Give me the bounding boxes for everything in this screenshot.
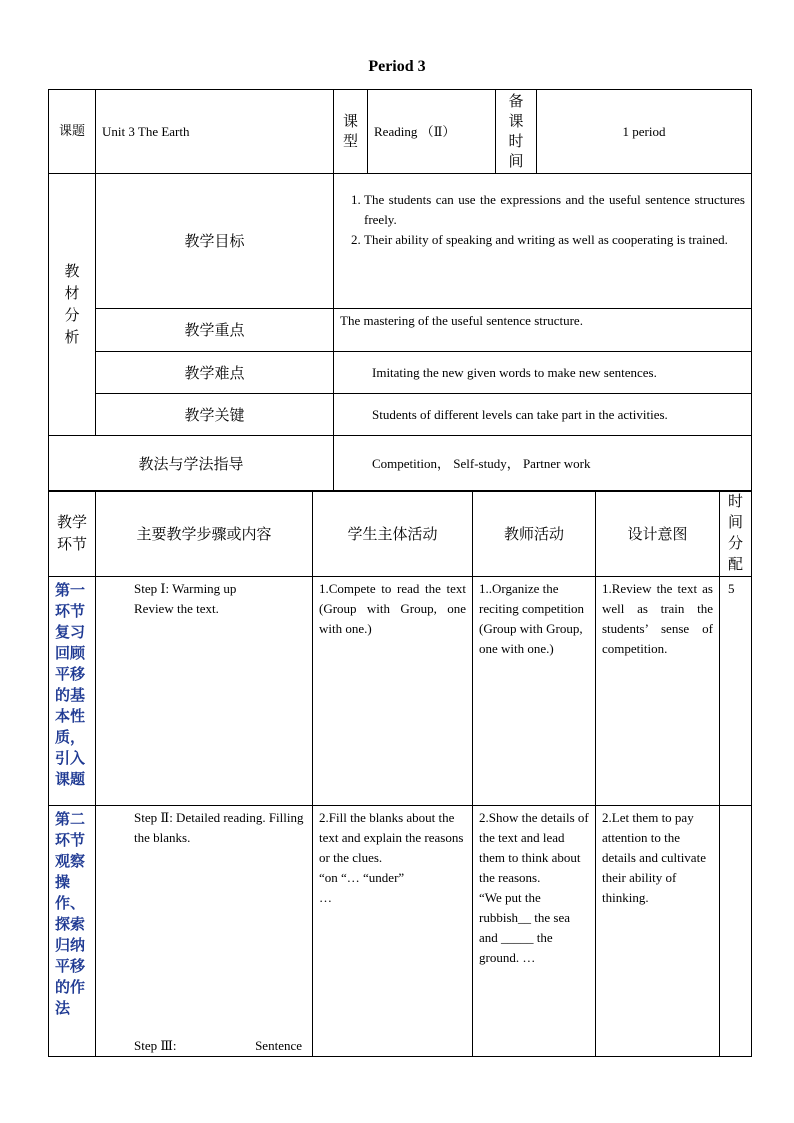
topic-label: 课题 [49,90,96,174]
step2-intent: 2.Let them to pay attention to the details and cultivate their ability of thinking. [596,806,720,1057]
step2-content-cell [96,806,313,1057]
page-title: Period 3 [368,58,426,75]
type-label-text: 课型 [342,111,358,150]
crux-label: 教学关键 [96,394,334,436]
analysis-side-label-text: 教材分析 [64,261,80,346]
step2-content: Step Ⅱ: Detailed reading. Filling the blanks. [134,810,304,845]
time-header-text: 时间分配 [727,492,743,573]
step1-time: 5 [720,577,752,806]
type-value: Reading （Ⅱ） [368,90,496,174]
step1-content: Step Ⅰ: Warming up Review the text. [96,577,313,806]
intent-header: 设计意图 [596,491,720,577]
crux-value: Students of different levels can take part in the activities. [334,394,752,436]
step2-student: 2.Fill the blanks about the text and explain the reasons or the clues. “on “… “under” … [313,806,473,1057]
key-value: The mastering of the useful sentence structure. [334,309,752,352]
key-label: 教学重点 [96,309,334,352]
time-value: 1 period [537,90,752,174]
time-label [496,90,537,174]
difficult-value: Imitating the new given words to make new sentences. [334,352,752,394]
content-header: 主要教学步骤或内容 [96,491,313,577]
student-header: 学生主体活动 [313,491,473,577]
teacher-header: 教师活动 [473,491,596,577]
step2-teacher: 2.Show the details of the text and lead them to think about the reasons. “We put the rubbish__ the sea and _____ the ground. … [473,806,596,1057]
time-label-text: 备课时间 [508,91,524,170]
analysis-side-label [49,174,96,436]
step3-label-right: Sentence [255,1038,302,1053]
time-header [720,491,752,577]
lesson-info-table [48,89,752,492]
step3-label: Step Ⅲ: [134,1038,177,1053]
stage-header [49,491,96,577]
topic-value: Unit 3 The Earth [96,90,334,174]
methods-label: 教法与学法指导 [49,436,334,492]
difficult-label: 教学难点 [96,352,334,394]
step1-intent: 1.Review the text as well as train the students’ sense of competition. [596,577,720,806]
step1-stage: 第一环节复习回顾平移的基本性质，引入课题 [49,577,96,806]
step1-teacher: 1..Organize the reciting competition (Group with Group, one with one.) [473,577,596,806]
step2-stage: 第二环节观察操作、探索归纳平移的作法 [49,806,96,1057]
goal-item: 1. The students can use the expressions and the useful sentence structures freely. [364,190,745,230]
step1-student: 1.Compete to read the text (Group with Group, one with one.) [313,577,473,806]
goals-cell [334,174,752,309]
methods-value: Competition， Self-study， Partner work [334,436,752,492]
type-label [334,90,368,174]
stage-header-text: 教学环节 [56,513,87,553]
step3-line [134,1036,302,1056]
step2-time [720,806,752,1057]
goal-item: 2. Their ability of speaking and writing as well as cooperating is trained. [364,230,745,250]
steps-table [48,490,752,1057]
goals-label: 教学目标 [96,174,334,309]
